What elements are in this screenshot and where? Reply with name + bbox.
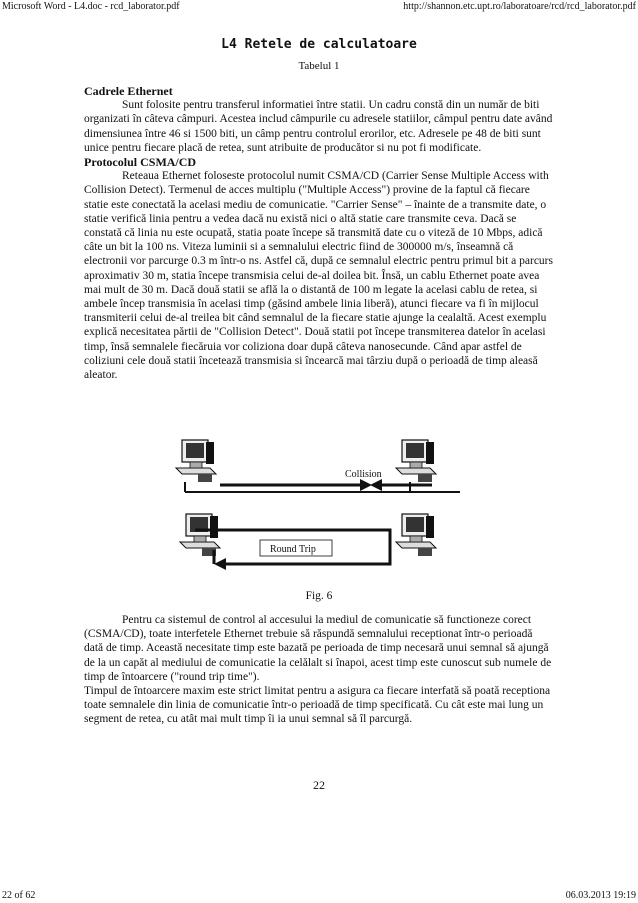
network-figure — [160, 422, 480, 572]
computer-icon-bottom-right — [396, 514, 436, 556]
table-label: Tabelul 1 — [298, 60, 340, 72]
pdf-page-counter: 22 of 62 — [2, 890, 36, 901]
paragraph-round-trip-2: Timpul de întoarcere maxim este strict limitat pentru a asigura ca fiecare interfată să poată receptiona toate semnalele din linia de comunicatie într-o perioadă de timp specificată. Cu cât este mai lung un segment de retea, cu atât mai mult timp îi ia unui semnal să îl parcurgă. — [84, 685, 551, 726]
computer-icon-top-left — [176, 440, 216, 482]
collision-label: Collision — [345, 469, 382, 480]
page-title: L4 Retele de calculatoare — [221, 37, 417, 52]
paragraph-csma-cd: Reteaua Ethernet foloseste protocolul numit CSMA/CD (Carrier Sense Multiple Access with Collision Detect). Termenul de acces multiplu ("Multiple Access") provine de la faptul că fiecare statie este conectată la acelasi mediu de comunicatie. "Carrier Sense" – înainte de a transmite date, o statie verifică linia pentru a vedea dacă nu există nici o altă statie care transmite ceva. Dacă se constată că linia nu este ocupată, statia poate începe să transmită date cu o viteză de 10 Mbps, adică câte un bit la 100 ns. Viteza luminii si a semnalului electric fiind de 300000 m/s, înseamnă că electronii vor parcurge 0.3 m într-o ns. Astfel că, după ce semnalul electric pentru primul bit a parcurs aproximativ 30 m, statia începe transmisia celui de-al doilea bit. Însă, un cablu Ethernet poate avea mai mult de 30 m. Dacă două statii se află la o distantă de 100 m legate la acelasi cablu de retea, si ambele încep transmisia în acelasi timp (găsind ambele linia liberă), atunci fiecare va fi în mijlocul transmiterii celui de-al treilea bit când semnalul de la fiecare statie ajunge la cealaltă. Acest exemplu explică necesitatea părtii de "Collision Detect". Două statii pot începe transmiterea datelor în acelasi timp, însă semnalele fiecăruia vor coliziona doar după câteva nanosecunde. Când apar astfel de coliziuni cele două statii încetează transmisia si încearcă mai târziu după o perioadă de timp aleasă aleator. — [84, 170, 553, 382]
page-number: 22 — [313, 778, 325, 792]
section-heading-csma-cd: Protocolul CSMA/CD — [84, 155, 197, 170]
main-text — [84, 84, 554, 382]
paragraph-ethernet-frames: Sunt folosite pentru transferul informatiei între statii. Un cadru constă din un număr de biti organizati în câteva câmpuri. Acestea includ câmpurile cu adresele statiilor, câmpul pentru date având dimensiunea între 46 si 1500 biti, un câmp pentru controlul erorilor, etc. Adresele pe 48 de biti sunt unice pentru fiecare placă de retea, sunt atribuite de producător si nu pot fi modificate. — [84, 99, 553, 154]
arrow-left-icon — [370, 479, 382, 491]
pdf-print-timestamp: 06.03.2013 19:19 — [565, 890, 636, 901]
arrow-back-icon — [214, 558, 226, 570]
round-trip-text — [84, 613, 554, 727]
paragraph-round-trip-1: Pentru ca sistemul de control al accesului la mediul de comunicatie să functioneze corect (CSMA/CD), toate interfetele Ethernet trebuie să răspundă semnalului receptionat într-o perioadă dată de timp. Această necesitate timp este bazată pe perioada de timp necesară unui semnal să ajungă de la un capăt al mediului de comunicatie la celălalt si înapoi, acest timp este cunoscut sub numele de timp de întoarcere ("round trip time"). — [84, 614, 552, 683]
computer-icon-top-right — [396, 440, 436, 482]
pdf-header-title: Microsoft Word - L4.doc - rcd_laborator.pdf — [2, 1, 180, 12]
figure-caption: Fig. 6 — [305, 590, 333, 602]
section-heading-ethernet-frames: Cadrele Ethernet — [84, 84, 173, 98]
pdf-header-url[interactable]: http://shannon.etc.upt.ro/laboratoare/rcd/rcd_laborator.pdf — [403, 1, 636, 12]
round-trip-label: Round Trip — [270, 544, 316, 555]
computer-icon-bottom-left — [180, 514, 220, 556]
